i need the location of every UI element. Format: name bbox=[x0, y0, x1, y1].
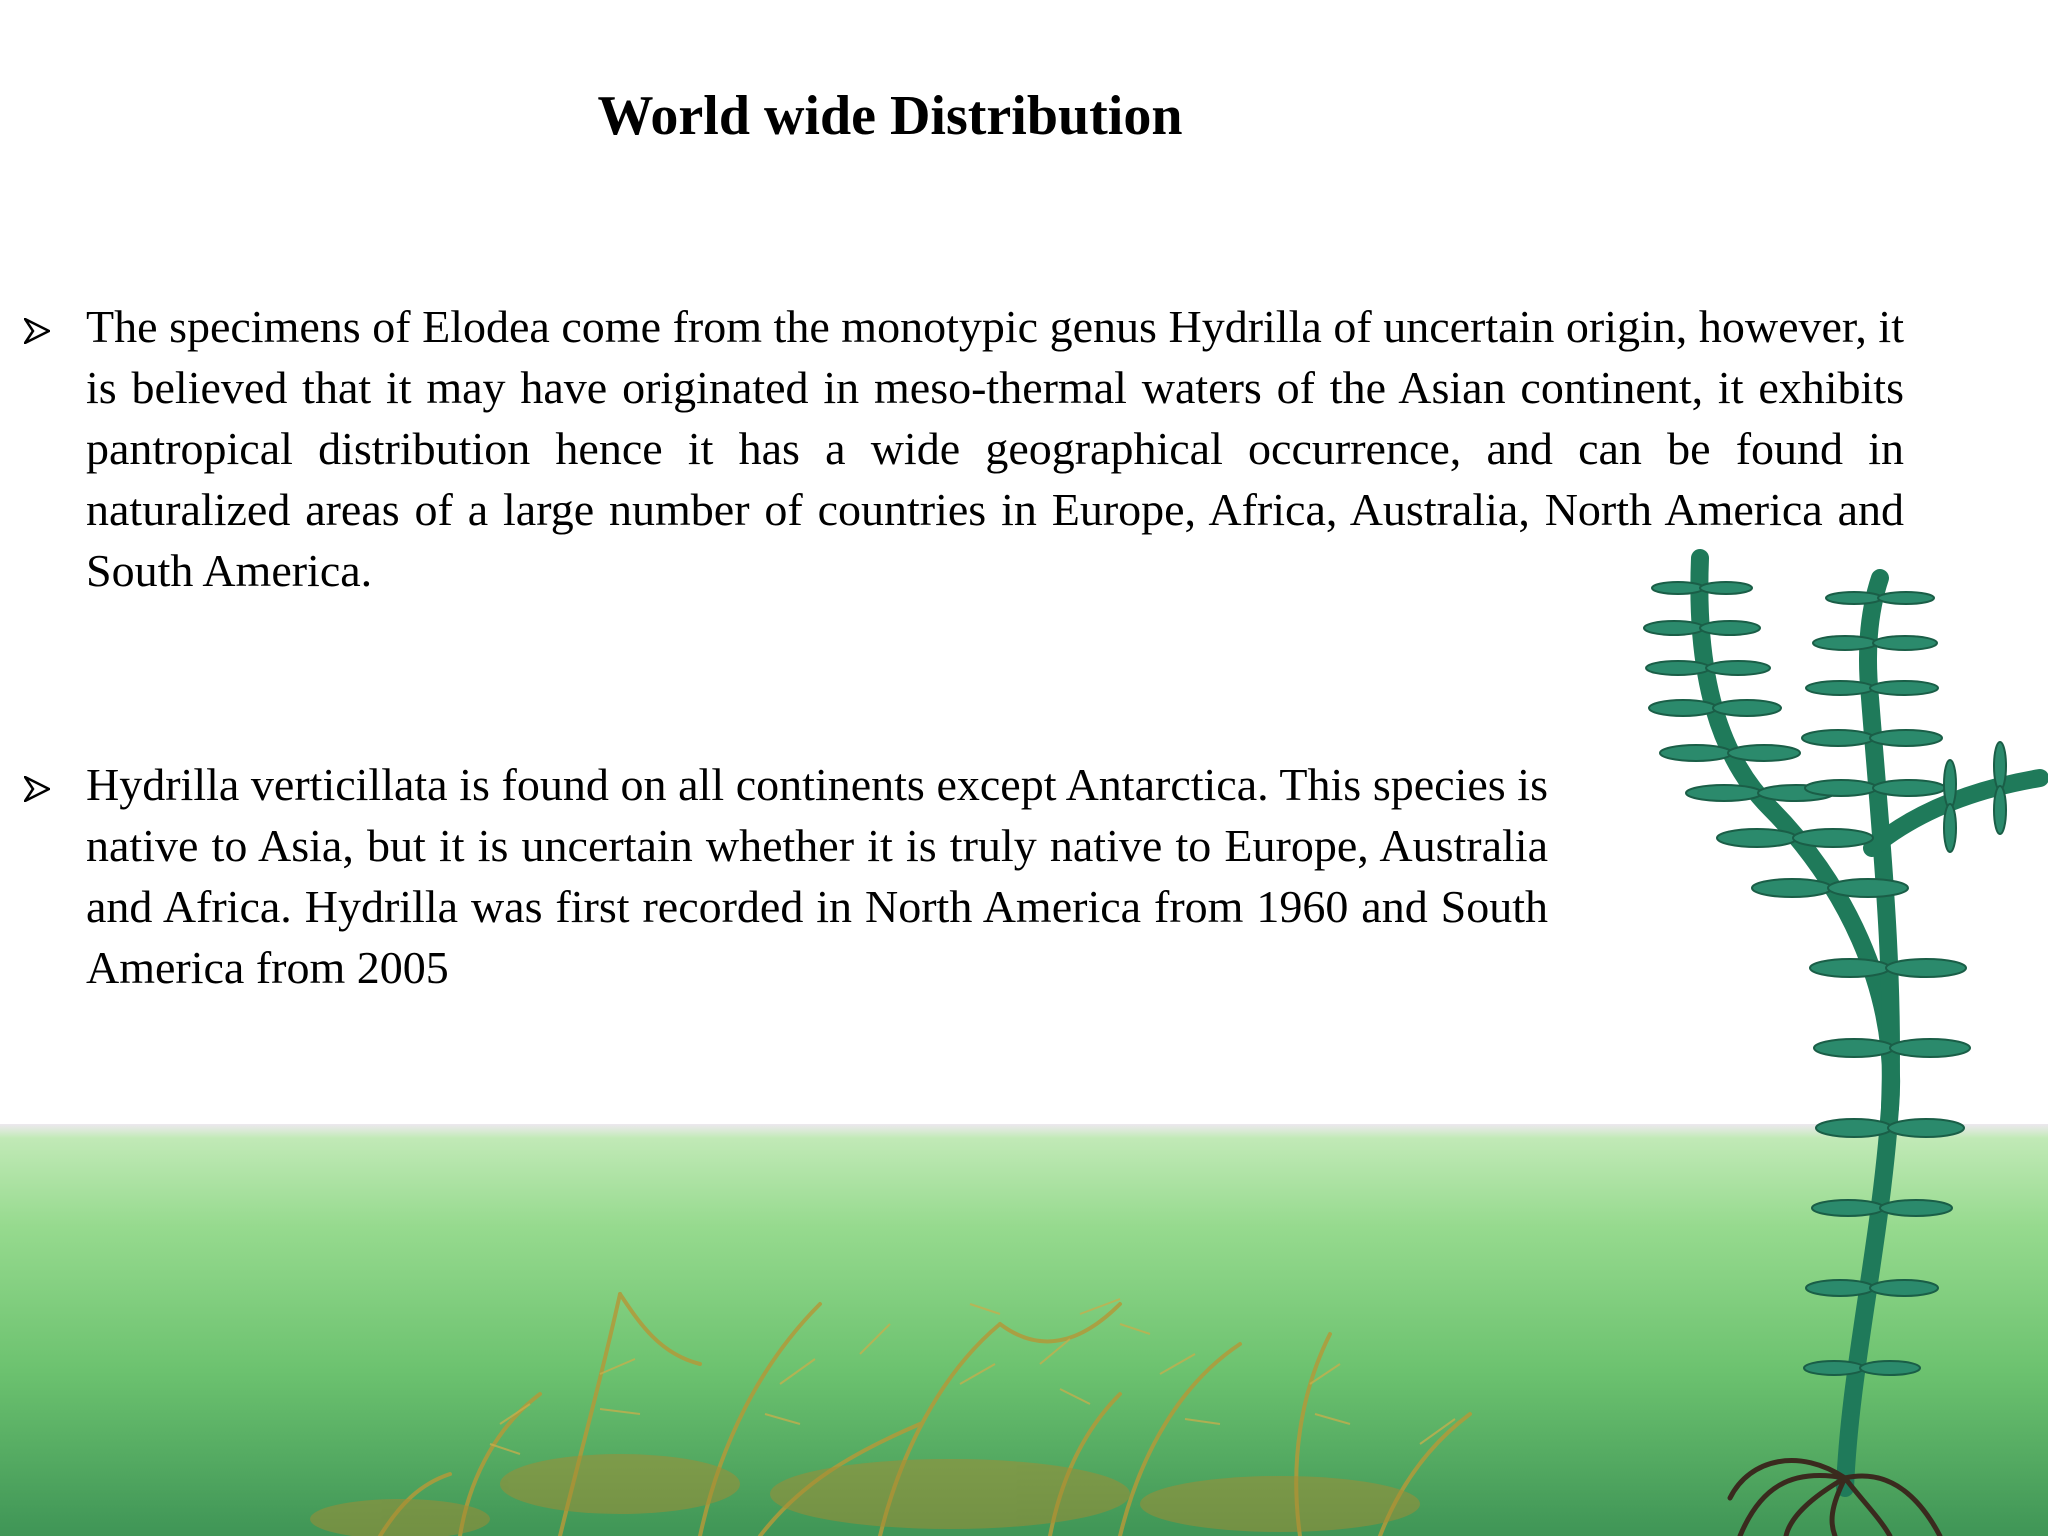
bullet-item bbox=[24, 296, 1904, 601]
hydrilla-plant-illustration bbox=[1590, 548, 2048, 1536]
bullet-text: Hydrilla verticillata is found on all continents except Antarctica. This species is native to Asia, but it is uncertain whether it is truly native to Europe, Australia and Africa. Hydrilla was first recorded in North America from 1960 and South America from 2005 bbox=[86, 759, 1548, 993]
bullet-item bbox=[24, 754, 1548, 998]
arrowhead-bullet-icon bbox=[24, 296, 86, 601]
arrowhead-bullet-icon bbox=[24, 754, 86, 998]
slide-title: World wide Distribution bbox=[597, 85, 1183, 147]
bullet-text: The specimens of Elodea come from the monotypic genus Hydrilla of uncertain origin, however, it is believed that it may have originated in meso-thermal waters of the Asian continent, it exhibits pantropical distribution hence it has a wide geographical occurrence, and can be found in naturalized areas of a large number of countries in Europe, Africa, Australia, North America and South America. bbox=[86, 301, 1904, 596]
